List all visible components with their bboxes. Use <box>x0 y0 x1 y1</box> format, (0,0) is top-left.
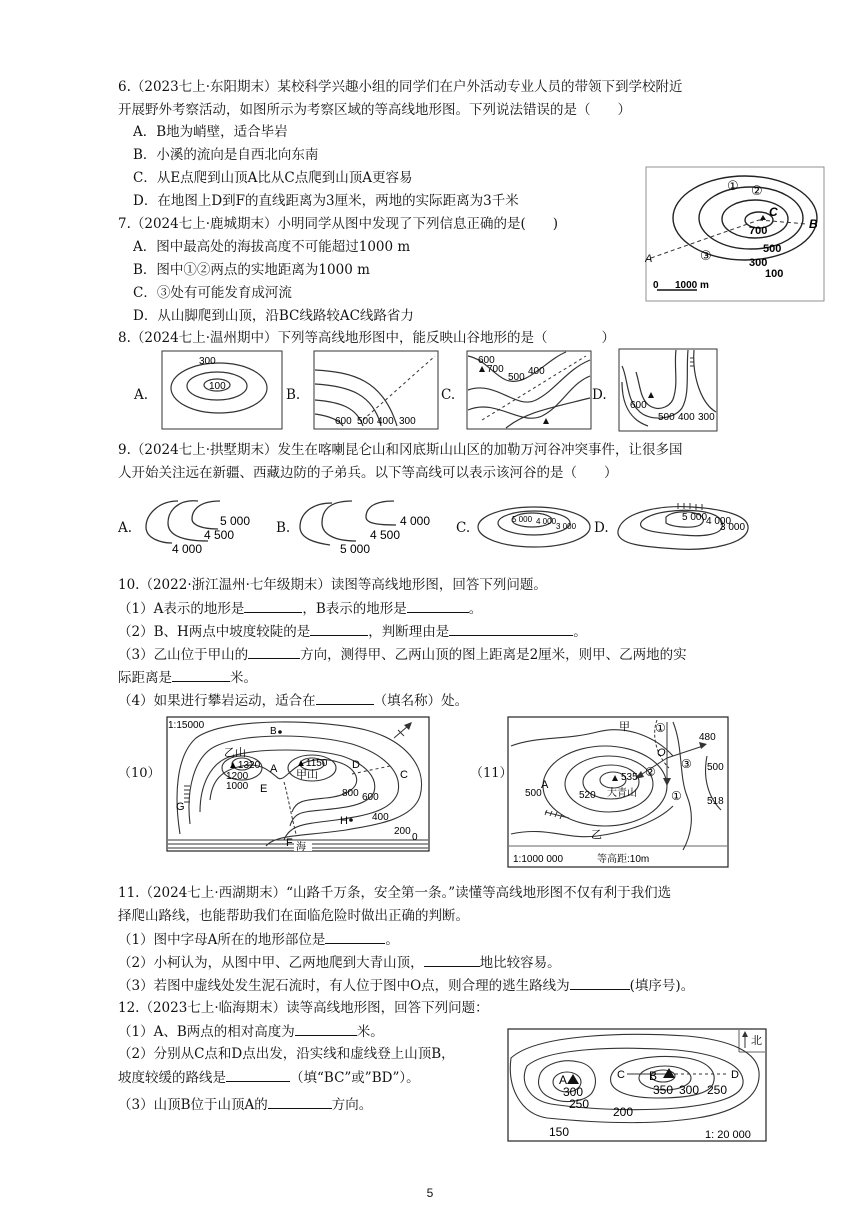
q12-label-250-left: 250 <box>569 1097 590 1111</box>
q10-p1-text-c: 。 <box>468 601 483 617</box>
q12-label-a: A <box>559 1073 568 1087</box>
q11-label-535: 535 <box>621 772 638 783</box>
q10-part-1 <box>118 598 482 619</box>
q10-p3-text-d: 米。 <box>230 670 257 686</box>
q12-label-c: C <box>617 1069 625 1081</box>
q7-contour-map <box>645 166 825 302</box>
q12-label-d: D <box>731 1069 739 1081</box>
q7-option-c: C．③处有可能发育成河流 <box>133 285 292 301</box>
q9-option-c-label: C. <box>456 520 471 536</box>
q9-fig-d <box>612 497 752 557</box>
q8-fig-a <box>161 350 283 430</box>
q9b-label-1: 4 000 <box>400 514 431 528</box>
q9-option-a-label: A. <box>118 520 133 536</box>
q7-route-bc <box>759 220 807 224</box>
q10-p1-text-b: ，B表示的地形是 <box>302 601 407 617</box>
q8b-label-600: 600 <box>335 416 352 427</box>
q9a-label-3: 4 000 <box>172 542 203 556</box>
q10-label-1150: ▲1150 <box>296 758 328 769</box>
q10-figure-label: （10） <box>118 766 161 781</box>
q8-option-d-label: D. <box>592 387 607 403</box>
q12-p1-text-b: 米。 <box>356 1024 384 1040</box>
q11-part-1 <box>118 929 399 950</box>
q10-label-1320: ▲1320 <box>228 760 261 771</box>
q9-fig-b <box>296 495 446 557</box>
q11-interval: 等高距:10m <box>597 854 650 865</box>
q12-p2-blank[interactable] <box>226 1067 290 1082</box>
q11-part-3 <box>118 975 694 996</box>
q10-label-e: E <box>260 783 268 795</box>
q7-label-b: B <box>809 217 818 231</box>
q12-label-b: B <box>649 1069 658 1083</box>
q11-scale: 1:1000 000 <box>513 854 564 865</box>
q10-part-4 <box>118 690 468 711</box>
q10-p2-text-a: （2）B、H两点中坡度较陡的是 <box>118 624 311 640</box>
q8-fig-b <box>313 350 439 430</box>
q6-option-d: D．在地图上D到F的直线距离为3厘米，两地的实际距离为3千米 <box>133 193 519 209</box>
q12-p1-blank[interactable] <box>295 1021 357 1036</box>
q10-label-h: H <box>340 815 348 827</box>
q12-p3-text-a: （3）山顶B位于山顶A的 <box>118 1097 268 1113</box>
q8c-label-500: 500 <box>508 372 525 383</box>
q7-summit-icon <box>760 215 766 220</box>
q12-scale: 1: 20 000 <box>705 1129 751 1141</box>
q6-option-c: C．从E点爬到山顶A比从C点爬到山顶A更容易 <box>133 170 413 186</box>
q7-label-100: 100 <box>765 268 784 280</box>
q9c-label-3: 3 000 <box>556 522 577 531</box>
q10-label-c: C <box>400 769 408 781</box>
q10-label-800: 800 <box>342 788 359 799</box>
q8b-label-400: 400 <box>377 416 394 427</box>
q9-fig-c <box>474 495 594 555</box>
q11-p2-text-b: 地比较容易。 <box>479 955 561 971</box>
q7-option-d: D．从山脚爬到山顶，沿BC线路较AC线路省力 <box>133 308 414 324</box>
q11-label-o: O <box>657 747 666 759</box>
q10-p1-blank-2[interactable] <box>407 598 469 613</box>
q10-p2-text-b: ，判断理由是 <box>368 624 450 640</box>
q8d-label-500: 500 <box>658 412 675 423</box>
q8d-label-300: 300 <box>698 412 715 423</box>
q9b-label-3: 5 000 <box>340 542 371 556</box>
q10-label-g: G <box>176 801 185 813</box>
q8a-label-100: 100 <box>209 381 226 392</box>
q11-label-jia: 甲 <box>619 721 630 733</box>
q8c-label-700: 700 <box>487 364 504 375</box>
q9a-label-1: 5 000 <box>220 514 251 528</box>
q10-label-a: A <box>270 763 278 775</box>
q12-label-200: 200 <box>613 1105 634 1119</box>
q8a-label-300: 300 <box>199 356 216 367</box>
q11-figure-label: （11） <box>470 766 513 781</box>
q8-option-c-label: C. <box>441 387 456 403</box>
q9-stem-line2: 人开始关注远在新疆、西藏边防的子弟兵。以下等高线可以表示该河谷的是（ ） <box>118 465 618 481</box>
q10-p4-blank-1[interactable] <box>316 690 374 705</box>
q11-route-2: ② <box>645 765 656 779</box>
q11-p2-blank[interactable] <box>424 952 480 967</box>
q9d-label-3: 3 000 <box>720 522 746 533</box>
q7-label-300: 300 <box>749 257 768 269</box>
q7-option-a: A．图中最高处的海拔高度不可能超过1000 m <box>133 239 411 255</box>
q10-p2-text-c: 。 <box>573 624 587 640</box>
q12-label-300-b: 300 <box>679 1083 700 1097</box>
q8b-label-300: 300 <box>399 416 416 427</box>
q9b-label-2: 4 500 <box>370 528 401 542</box>
q8c-label-400: 400 <box>528 366 545 377</box>
q11-p1-text-b: 。 <box>385 932 399 948</box>
q10-p3-text-c: 际距离是 <box>118 670 172 686</box>
q6-stem-line1: 6.（2023七上·东阳期末）某校科学兴趣小组的同学们在户外活动专业人员的带领下到学校附近 <box>118 79 683 95</box>
q10-label-d: D <box>352 759 360 771</box>
q11-label-520: 520 <box>579 790 596 801</box>
q8-stem: 8.（2024七上·温州期中）下列等高线地形图中，能反映山谷地形的是（ ） <box>118 330 616 346</box>
q9-fig-a <box>138 495 278 557</box>
q10-p3-blank-2[interactable] <box>172 667 230 682</box>
q10-p1-text-a: （1）A表示的地形是 <box>118 601 245 617</box>
q10-label-400: 400 <box>372 812 389 823</box>
q9c-label-1: 5 000 <box>512 515 533 524</box>
q10-label-sea: 海 <box>296 842 306 852</box>
q9-option-d-label: D. <box>594 520 609 536</box>
q11-p1-text-a: （1）图中字母A所在的地形部位是 <box>118 932 326 948</box>
q10-label-b: B <box>270 726 277 737</box>
q7-point-1: ① <box>727 178 739 193</box>
q12-p2-text-b: 坡度较缓的路线是 <box>118 1070 226 1086</box>
q12-p1-text-a: （1）A、B两点的相对高度为 <box>118 1024 295 1040</box>
q12-part-2-cont <box>118 1067 420 1088</box>
q10-label-f: F <box>286 837 293 849</box>
q12-north: 北 <box>751 1035 762 1047</box>
q11-p3-text-b: (填序号)。 <box>629 978 695 994</box>
q10-p2-blank-2[interactable] <box>449 621 573 636</box>
q11-p3-blank[interactable] <box>570 975 630 990</box>
q7-stem: 7.（2024七上·鹿城期末）小明同学从图中发现了下列信息正确的是( ) <box>118 216 559 232</box>
q7-scale-label: 1000 m <box>675 280 709 291</box>
q11-route-1: ① <box>655 721 666 735</box>
q10-label-200: 200 <box>394 826 411 837</box>
q8b-label-500: 500 <box>357 416 374 427</box>
q8d-label-400: 400 <box>678 412 695 423</box>
q11-stem-line1: 11.（2024七上·西湖期末）“山路千万条，安全第一条。”读懂等高线地形图不仅有利于我们选 <box>118 885 672 901</box>
q10-p3-blank-1[interactable] <box>248 644 300 659</box>
q12-part-3 <box>118 1094 372 1115</box>
q11-label-500-right: 500 <box>707 762 724 773</box>
q9-option-b-label: B. <box>276 520 291 536</box>
q10-p3-text-a: （3）乙山位于甲山的 <box>118 647 249 663</box>
q12-stem: 12.（2023七上·临海期末）读等高线地形图，回答下列问题： <box>118 1000 489 1016</box>
q9-stem-line1: 9.（2024七上·拱墅期末）发生在喀喇昆仑山和冈底斯山山区的加勒万河谷冲突事件，让很多国 <box>118 442 683 458</box>
q8-fig-d <box>618 348 718 432</box>
q11-contour-map <box>507 716 729 868</box>
q7-label-c: C <box>769 205 778 219</box>
q12-p2-text-c: （填“BC”或”BD”）。 <box>290 1070 420 1086</box>
q12-p3-text-b: 方向。 <box>331 1097 373 1113</box>
q10-part-3-cont <box>118 667 257 688</box>
q8-option-b-label: B. <box>286 387 301 403</box>
q11-p2-text-a: （2）小柯认为，从图中甲、乙两地爬到大青山顶， <box>118 955 424 971</box>
q7-label-a: A <box>645 253 653 265</box>
q10-contour-map <box>166 716 430 852</box>
q12-part-1 <box>118 1021 384 1042</box>
q7-option-b: B．图中①②两点的实地距离为1000 m <box>133 262 370 278</box>
q10-p4-text-b: （填名称）处。 <box>373 693 469 709</box>
q11-p3-text-a: （3）若图中虚线处发生泥石流时，有人位于图中O点，则合理的逃生路线为 <box>118 978 570 994</box>
q11-label-500-left: 500 <box>525 788 542 799</box>
q10-label-yishan: 乙山 <box>224 747 246 759</box>
q10-p2-blank-1[interactable] <box>310 621 368 636</box>
q10-p1-blank-1[interactable] <box>244 598 302 613</box>
page-number: 5 <box>426 1186 434 1200</box>
q7-point-3: ③ <box>700 248 712 263</box>
q8d-label-600: 600 <box>630 400 647 411</box>
q8-option-a-label: A. <box>134 387 149 403</box>
q6-option-a: A．B地为峭壁，适合毕岩 <box>133 124 288 140</box>
q10-scale: 1:15000 <box>168 720 205 731</box>
q12-label-250-right: 250 <box>707 1083 728 1097</box>
q12-p3-blank[interactable] <box>268 1094 332 1109</box>
q10-part-2 <box>118 621 587 642</box>
q11-label-yi: 乙 <box>591 829 602 841</box>
q12-contour-map <box>507 1028 767 1142</box>
q11-label-518: 518 <box>707 796 724 807</box>
q9c-label-2: 4 000 <box>536 517 557 526</box>
q11-label-a: A <box>541 779 549 791</box>
q10-label-0: 0 <box>412 832 418 843</box>
q11-p1-blank[interactable] <box>325 929 385 944</box>
q11-route-1b: ① <box>671 789 682 803</box>
q10-stem: 10.（2022·浙江温州·七年级期末）读图等高线地形图，回答下列问题。 <box>118 577 547 593</box>
q7-label-500: 500 <box>763 243 782 255</box>
q12-label-150: 150 <box>549 1125 570 1139</box>
q10-label-jiashan: 甲山 <box>296 769 318 781</box>
q6-stem-line2: 开展野外考察活动，如图所示为考察区域的等高线地形图。下列说法错误的是（ ） <box>118 102 631 118</box>
q9d-label-1: 5 000 <box>682 512 708 523</box>
q10-p3-text-b: 方向，测得甲、乙两山顶的图上距离是2厘米，则甲、乙两地的实 <box>300 647 687 663</box>
q11-route-3: ③ <box>681 757 692 771</box>
q7-scale-zero: 0 <box>653 280 659 291</box>
q12-label-350: 350 <box>653 1083 674 1097</box>
q7-label-700: 700 <box>749 225 768 237</box>
q8c-label-600: 600 <box>478 355 495 366</box>
q7-point-2: ② <box>751 183 763 198</box>
q9a-label-2: 4 500 <box>204 528 235 542</box>
q11-label-480: 480 <box>699 732 716 743</box>
q11-part-2 <box>118 952 561 973</box>
q8-fig-c <box>466 350 592 430</box>
q10-label-1200: 1200 <box>226 771 249 782</box>
q11-label-daqingshan: 大青山 <box>607 788 637 799</box>
q9d-label-2: 4 000 <box>706 516 732 527</box>
q10-part-3 <box>118 644 687 665</box>
q12-label-300-a: 300 <box>563 1085 584 1099</box>
q6-option-b: B．小溪的流向是自西北向东南 <box>133 147 319 163</box>
q10-p4-text-a: （4）如果进行攀岩运动，适合在 <box>118 693 316 709</box>
q12-part-2: （2）分别从C点和D点出发，沿实线和虚线登上山顶B， <box>118 1046 455 1062</box>
q10-label-600: 600 <box>362 792 379 803</box>
q11-stem-line2: 择爬山路线，也能帮助我们在面临危险时做出正确的判断。 <box>118 908 469 924</box>
q10-label-1000: 1000 <box>226 781 249 792</box>
